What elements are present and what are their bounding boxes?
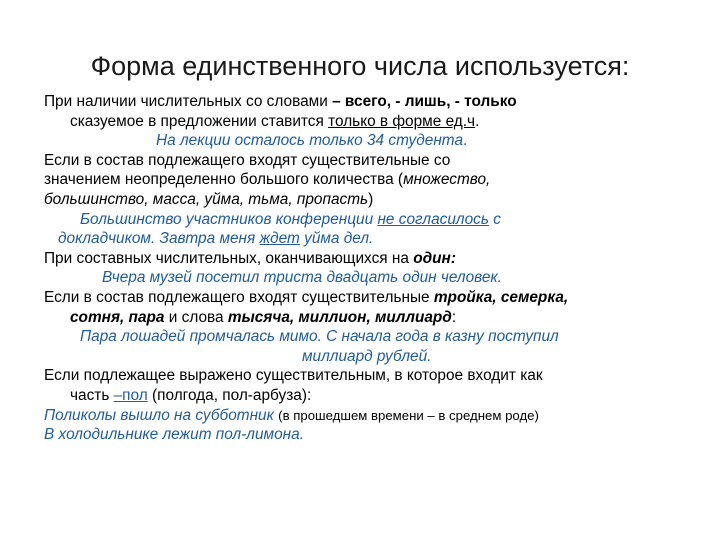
example-4-cont (44, 347, 684, 367)
rule-pol-cont (44, 386, 684, 406)
rule-pol-line (44, 366, 684, 386)
rule-text: Если в состав подлежащего входят существительные со (44, 151, 451, 169)
example-text: Поликолы вышло на субботник (44, 406, 279, 424)
example-text: миллиард рублей. (302, 347, 432, 365)
example-text: докладчиком. Завтра меня (58, 230, 260, 248)
rule-text: . (475, 112, 480, 130)
example-note: (в прошедшем времени – в среднем роде) (278, 407, 539, 423)
rule-text: ) (368, 190, 374, 208)
example-2 (44, 210, 684, 230)
rule-keyword: один: (413, 249, 456, 267)
example-4 (44, 327, 684, 347)
rule-text: При наличии числительных со словами (44, 93, 333, 110)
rule-text: часть (70, 386, 114, 404)
rule-keywords: – всего, - лишь, - только (332, 93, 517, 110)
rule-collective-cont (44, 308, 684, 328)
example-text: На лекции осталось только 34 студента (156, 132, 464, 150)
rule-text: Если в состав подлежащего входят существительные (44, 288, 434, 306)
rule-keyword: сотня, пара (70, 308, 165, 326)
rule-keyword: тройка, семерка, (433, 288, 569, 306)
example-1 (44, 131, 684, 151)
example-text: с (488, 210, 501, 228)
rule-underlined: –пол (113, 386, 148, 404)
example-2-cont (44, 229, 684, 249)
rule-italic: большинство, масса, уйма, тьма, пропасть (44, 190, 369, 208)
example-underlined: ждет (259, 230, 300, 248)
example-text: В холодильнике лежит пол-лимона. (44, 426, 304, 444)
rule-underlined: только в форме ед.ч (328, 112, 476, 130)
rule-quantity-cont-1 (44, 170, 684, 190)
rule-text: При составных числительных, оканчивающихся на (44, 249, 414, 267)
example-text: уйма дел. (299, 230, 374, 248)
rule-text: (полгода, пол-арбуза): (147, 386, 312, 404)
rule-collective-line (44, 288, 684, 308)
rule-quantity-cont-2 (44, 190, 684, 210)
example-text: Вчера музей посетил триста двадцать один человек. (102, 269, 502, 287)
example-underlined: не согласилось (377, 210, 489, 228)
example-5 (44, 406, 684, 426)
rule-keyword: тысяча, миллион, миллиард (227, 308, 452, 326)
rule-text: значением неопределенно большого количества ( (44, 171, 404, 189)
rule-numerals-line (44, 92, 684, 112)
example-punct: . (463, 132, 468, 150)
rule-text: и слова (164, 308, 228, 326)
rule-numerals-cont (44, 112, 684, 132)
rule-compound-numerals (44, 249, 684, 269)
rule-text: сказуемое в предложении ставится (70, 112, 329, 130)
example-3 (44, 268, 684, 288)
example-6 (44, 425, 684, 445)
example-text: Пара лошадей промчалась мимо. С начала года в казну поступил (80, 328, 559, 346)
slide-body (44, 92, 684, 445)
rule-quantity-line (44, 151, 684, 171)
slide-title: Форма единственного числа используется: (90, 51, 630, 81)
rule-italic: множество, (403, 171, 491, 189)
rule-text: Если подлежащее выражено существительным, в которое входит как (44, 367, 543, 385)
example-text: Большинство участников конференции (80, 210, 378, 228)
rule-text: : (451, 308, 457, 326)
